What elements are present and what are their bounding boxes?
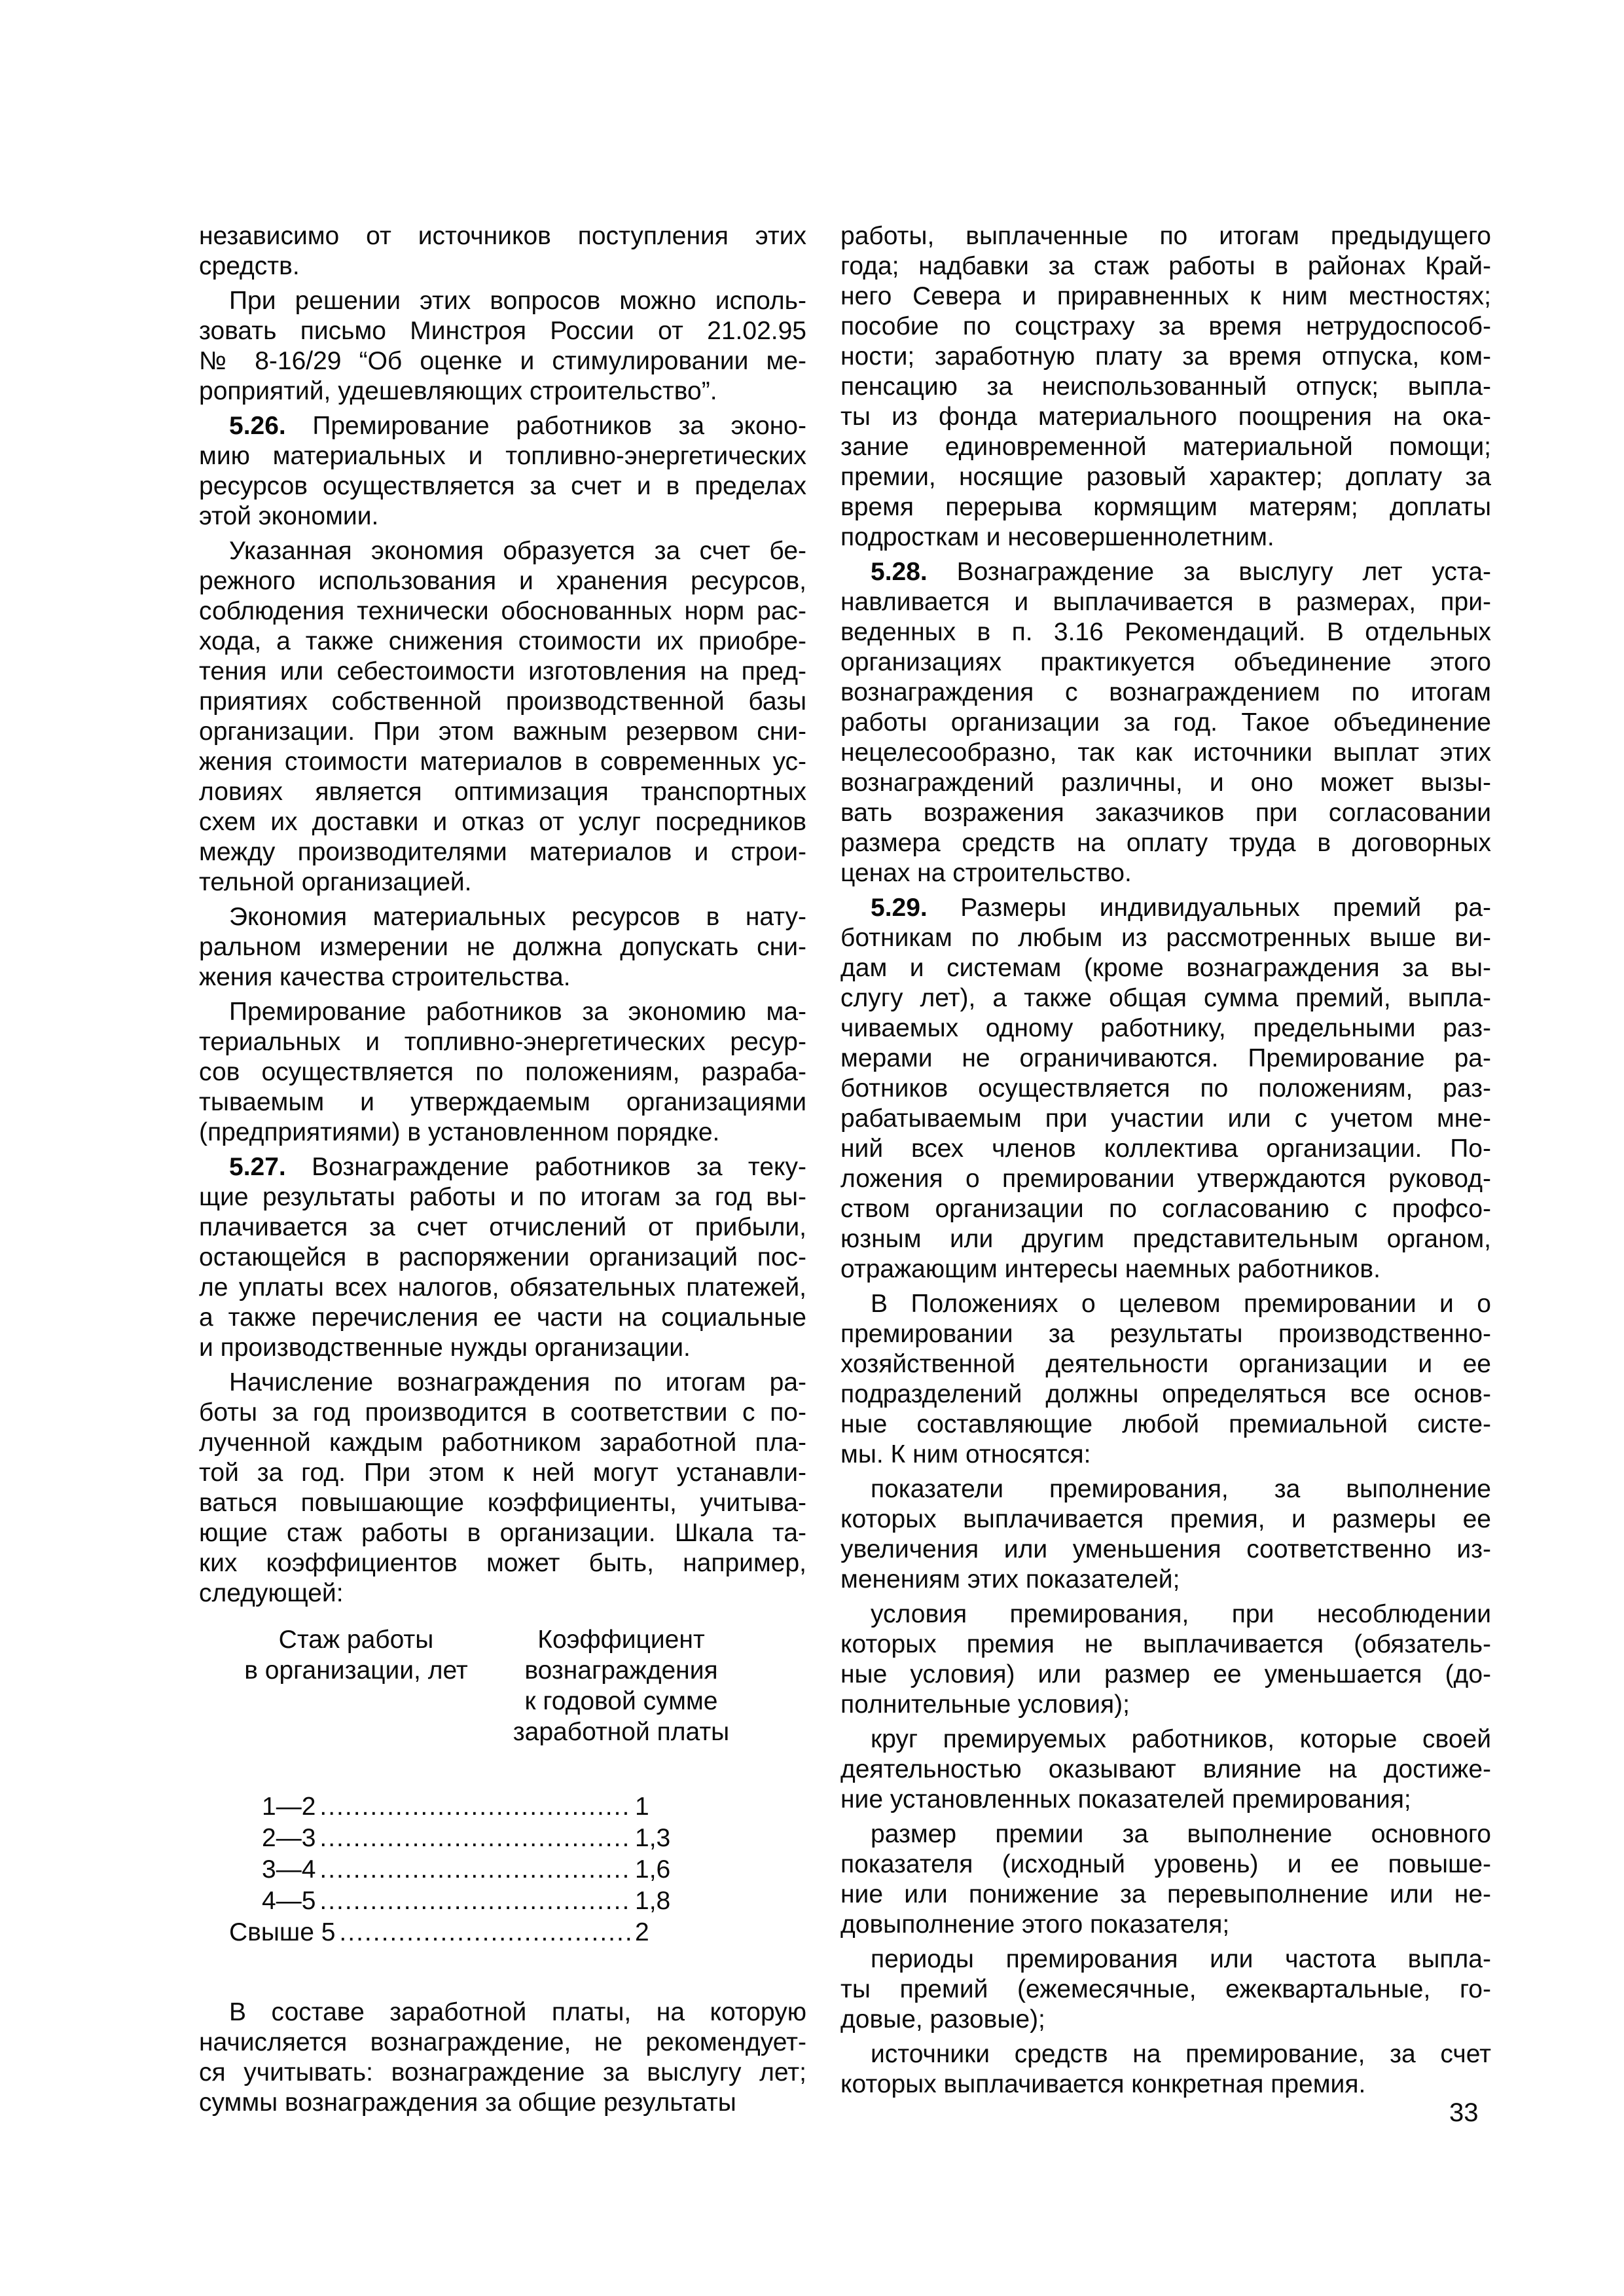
text-line (199, 1303, 806, 1333)
text-line (199, 837, 806, 867)
line-text: довыполнение этого показателя; (840, 1910, 1230, 1939)
line-text: между производителями материалов и строи- (199, 838, 806, 866)
header-line: Коэффициент (537, 1626, 705, 1654)
text-line (199, 1518, 806, 1548)
line-text: тения или себестоимости изготовления на пред- (199, 657, 806, 685)
text-line (199, 1118, 806, 1148)
line-text: слугу лет), а также общая сумма премий, выпла- (840, 984, 1491, 1012)
text-line (199, 1027, 806, 1057)
line-text: начисляется вознаграждение, не рекомендует- (199, 2028, 806, 2056)
text-line (840, 1565, 1491, 1595)
line-text: ценах на строительство. (840, 859, 1132, 887)
text-line (840, 312, 1491, 342)
text-line (199, 1578, 806, 1609)
row-experience: 3—4 (262, 1855, 316, 1884)
text-line (840, 1690, 1491, 1720)
text-line (199, 807, 806, 837)
text-line (840, 1379, 1491, 1410)
text-line (840, 1224, 1491, 1254)
text-line (199, 902, 806, 932)
line-text: ные составляющие любой премиальной систе- (840, 1410, 1491, 1438)
text-line (840, 1164, 1491, 1194)
dot-leader (319, 1886, 631, 1917)
paragraph (199, 1152, 806, 1363)
text-line (840, 221, 1491, 251)
line-text: № 8-16/29 “Об оценке и стимулировании ме- (199, 347, 806, 375)
paragraph (840, 1819, 1491, 1940)
paragraph (840, 221, 1491, 553)
line-text: а также перечисления ее части на социальные (199, 1303, 806, 1332)
table-row (262, 1823, 681, 1854)
line-text: этой экономии. (199, 502, 379, 530)
line-text: ких коэффициентов может быть, например, (199, 1549, 806, 1577)
line-text: сов осуществляется по положениям, разраба- (199, 1058, 806, 1086)
text-line (840, 893, 1491, 923)
text-line (840, 522, 1491, 553)
section-number: 5.26. (229, 412, 286, 440)
line-text: тываемым и утверждаемым организациями (199, 1088, 806, 1116)
text-line (199, 346, 806, 376)
line-text: териальных и топливно-энергетических ресур- (199, 1028, 806, 1056)
text-line (840, 1074, 1491, 1104)
line-text: чиваемых одному работнику, предельными раз- (840, 1014, 1491, 1042)
header-line: Стаж работы (278, 1626, 434, 1654)
line-text: суммы вознаграждения за общие результаты (199, 2088, 736, 2117)
text-line (840, 617, 1491, 647)
text-line (199, 777, 806, 807)
line-text: ний всех членов коллектива организации. По- (840, 1135, 1491, 1163)
paragraph (840, 1474, 1491, 1595)
table-header-coefficient (507, 1624, 736, 1747)
line-text: отражающим интересы наемных работников. (840, 1255, 1380, 1283)
line-text: подросткам и несовершеннолетним. (840, 523, 1274, 551)
text-line (199, 1997, 806, 2028)
text-line (840, 798, 1491, 828)
table-row (262, 1791, 681, 1823)
line-text: ние установленных показателей премирования; (840, 1785, 1411, 1813)
paragraph (840, 893, 1491, 1285)
coefficient-table (199, 1624, 806, 1991)
line-text: работы организации за год. Такое объединение (840, 708, 1491, 737)
line-text: мы. К ним относятся: (840, 1440, 1091, 1468)
text-line (199, 1458, 806, 1488)
line-text: показателя (исходный уровень) и ее повыше- (840, 1850, 1491, 1878)
right-column (840, 221, 1491, 2104)
text-line (840, 1440, 1491, 1470)
text-line (199, 1368, 806, 1398)
text-line (199, 2028, 806, 2058)
line-text: В составе заработной платы, на которую (229, 1998, 806, 2026)
line-text: время перерыва кормящим матерям; доплаты (840, 493, 1491, 521)
line-text: работы, выплаченные по итогам предыдущего (840, 222, 1491, 250)
line-text: навливается и выплачивается в размерах, при- (840, 588, 1491, 616)
line-text: ности; заработную плату за время отпуска, ком- (840, 342, 1491, 371)
section-number: 5.29. (871, 894, 928, 922)
line-text: рабатываемым при участии или с учетом мне- (840, 1104, 1491, 1133)
line-text: ты премий (ежемесячные, ежеквартальные, го- (840, 1975, 1491, 2003)
line-text: ральном измерении не должна допускать сни- (199, 933, 806, 961)
text-line (199, 471, 806, 501)
text-line (840, 557, 1491, 587)
line-text: режного использования и хранения ресурсов, (199, 567, 806, 595)
line-text: организациях практикуется объединение этого (840, 648, 1491, 676)
line-text: организации. При этом важным резервом сни- (199, 718, 806, 746)
text-line (199, 1398, 806, 1428)
text-line (840, 678, 1491, 708)
text-line (199, 1182, 806, 1212)
line-text: которых премия не выплачивается (обязатель- (840, 1630, 1491, 1658)
text-line (840, 953, 1491, 983)
text-line (840, 587, 1491, 617)
text-line (840, 1289, 1491, 1319)
paragraph (199, 536, 806, 898)
dot-leader (339, 1917, 631, 1948)
line-text: круг премируемых работников, которые своей (871, 1725, 1491, 1753)
line-text: ботникам по любым из рассмотренных выше ви- (840, 924, 1491, 952)
text-line (840, 282, 1491, 312)
line-text: хода, а также снижения стоимости их приобре- (199, 627, 806, 655)
text-line (199, 1428, 806, 1458)
text-line (840, 2005, 1491, 2035)
text-line (840, 1880, 1491, 1910)
line-text: него Севера и приравненных к ним местностях; (840, 282, 1491, 310)
line-text: вознаграждения с вознаграждением по итогам (840, 678, 1491, 706)
paragraph (840, 2039, 1491, 2100)
line-text: полнительные условия); (840, 1690, 1130, 1719)
paragraph (840, 1289, 1491, 1470)
text-line (840, 372, 1491, 402)
table-rows (229, 1791, 681, 1948)
row-coefficient: 2 (635, 1918, 649, 1946)
line-text: Размеры индивидуальных премий ра- (927, 894, 1491, 922)
text-line (840, 1104, 1491, 1134)
text-line (840, 768, 1491, 798)
text-line (840, 1194, 1491, 1224)
line-text: тельной организацией. (199, 868, 472, 896)
text-line (840, 738, 1491, 768)
text-line (840, 1254, 1491, 1285)
row-experience: 4—5 (262, 1887, 316, 1915)
text-line (840, 1724, 1491, 1755)
text-line (840, 2039, 1491, 2069)
line-text: мерами не ограничиваются. Премирование ра- (840, 1044, 1491, 1072)
text-line (199, 596, 806, 627)
paragraph (199, 997, 806, 1148)
row-experience: 1—2 (262, 1793, 316, 1821)
line-text: лученной каждым работником заработной пла- (199, 1429, 806, 1457)
text-line (840, 923, 1491, 953)
line-text: веденных в п. 3.16 Рекомендаций. В отдельных (840, 618, 1491, 646)
line-text: ющие стаж работы в организации. Шкала та- (199, 1519, 806, 1547)
dot-leader (319, 1791, 631, 1823)
line-text: размера средств на оплату труда в договорных (840, 829, 1491, 857)
text-line (199, 1548, 806, 1578)
line-text: При решении этих вопросов можно исполь- (229, 287, 806, 315)
table-row (229, 1917, 681, 1948)
line-text: дам и системам (кроме вознаграждения за вы- (840, 954, 1491, 982)
text-line (199, 1087, 806, 1118)
text-line (840, 858, 1491, 888)
table-row (262, 1854, 681, 1886)
line-text: боты за год производится в соответствии с по- (199, 1398, 806, 1427)
line-text: Указанная экономия образуется за счет бе- (229, 537, 806, 565)
paragraph (199, 411, 806, 532)
paragraph (199, 902, 806, 993)
text-line (840, 1535, 1491, 1565)
text-line (199, 2088, 806, 2118)
line-text: вознаграждений различны, и оно может вызы- (840, 769, 1491, 797)
text-line (840, 1474, 1491, 1504)
text-line (199, 316, 806, 346)
line-text: периоды премирования или частота выпла- (871, 1945, 1491, 1973)
text-line (840, 1134, 1491, 1164)
text-line (199, 411, 806, 441)
header-line: вознаграждения (524, 1656, 718, 1685)
line-text: премии, носящие разовый характер; доплату за (840, 463, 1491, 491)
text-line (199, 747, 806, 777)
line-text: мию материальных и топливно-энергетических (199, 442, 806, 470)
line-text: источники средств на премирование, за счет (871, 2040, 1491, 2068)
text-line (840, 1319, 1491, 1349)
line-text: плачивается за счет отчислений от прибыли, (199, 1213, 806, 1241)
text-line (840, 492, 1491, 522)
line-text: пособие по соцстраху за время нетрудоспособ- (840, 312, 1491, 340)
line-text: Экономия материальных ресурсов в нату- (229, 903, 806, 931)
line-text: размер премии за выполнение основного (871, 1820, 1491, 1848)
header-line: заработной платы (513, 1718, 730, 1746)
line-text: Вознаграждение работников за теку- (285, 1153, 806, 1181)
row-experience: 2—3 (262, 1824, 316, 1852)
paragraph (199, 1368, 806, 1609)
text-line (199, 251, 806, 282)
text-line (199, 566, 806, 596)
line-text: деятельностью оказывают влияние на достиже- (840, 1755, 1491, 1783)
text-line (840, 432, 1491, 462)
line-text: зание единовременной материальной помощи; (840, 433, 1491, 461)
line-text: щие результаты работы и по итогам за год вы- (199, 1183, 806, 1211)
text-line (840, 1910, 1491, 1940)
text-line (840, 647, 1491, 678)
line-text: В Положениях о целевом премировании и о (871, 1290, 1491, 1318)
text-line (840, 708, 1491, 738)
table-header-experience (225, 1624, 487, 1686)
line-text: вать возражения заказчиков при согласовании (840, 799, 1491, 827)
text-line (199, 1488, 806, 1518)
text-line (840, 1755, 1491, 1785)
line-text: ты из фонда материального поощрения на ока- (840, 403, 1491, 431)
text-line (199, 501, 806, 532)
line-text: ловиях является оптимизация транспортных (199, 778, 806, 806)
line-text: увеличения или уменьшения соответственно из- (840, 1535, 1491, 1563)
text-line (840, 402, 1491, 432)
paragraph (840, 1724, 1491, 1815)
line-text: той за год. При этом к ней могут устанавли- (199, 1459, 806, 1487)
text-line (840, 1850, 1491, 1880)
page-number: 33 (1449, 2098, 1479, 2127)
line-text: жения стоимости материалов в современных ус- (199, 748, 806, 776)
text-line (840, 251, 1491, 282)
line-text: которых выплачивается конкретная премия. (840, 2070, 1366, 2098)
paragraph (199, 286, 806, 407)
row-coefficient: 1 (635, 1793, 649, 1821)
text-line (199, 221, 806, 251)
text-line (199, 1057, 806, 1087)
line-text: ством организации по согласованию с профсо- (840, 1195, 1491, 1223)
line-text: ние или понижение за перевыполнение или не- (840, 1880, 1491, 1908)
table-row (262, 1886, 681, 1917)
row-coefficient: 1,8 (635, 1887, 671, 1915)
header-line: к годовой сумме (524, 1687, 718, 1715)
text-line (840, 1944, 1491, 1975)
line-text: и производственные нужды организации. (199, 1334, 691, 1362)
text-line (840, 342, 1491, 372)
line-text: Премирование работников за экономию ма- (229, 998, 806, 1026)
text-line (199, 1152, 806, 1182)
text-line (199, 627, 806, 657)
text-line (840, 1410, 1491, 1440)
paragraph (199, 221, 806, 282)
line-text: ботников осуществляется по положениям, раз- (840, 1074, 1491, 1102)
text-line (199, 376, 806, 407)
text-line (840, 828, 1491, 858)
paragraph (840, 1599, 1491, 1720)
text-line (840, 1349, 1491, 1379)
line-text: ложения о премировании утверждаются руковод- (840, 1165, 1491, 1193)
line-text: следующей: (199, 1579, 344, 1607)
left-column (199, 221, 806, 2123)
text-line (199, 687, 806, 717)
line-text: роприятий, удешевляющих строительство”. (199, 377, 717, 405)
line-text: ные условия) или размер ее уменьшается (до- (840, 1660, 1491, 1688)
row-coefficient: 1,6 (635, 1855, 671, 1884)
row-experience: Свыше 5 (229, 1918, 336, 1946)
text-line (199, 536, 806, 566)
text-line (840, 462, 1491, 492)
left-text-after-table (199, 1997, 806, 2118)
line-text: средств. (199, 252, 300, 280)
line-text: ваться повышающие коэффициенты, учитыва- (199, 1489, 806, 1517)
text-line (840, 1044, 1491, 1074)
text-line (840, 1819, 1491, 1850)
header-line: в организации, лет (244, 1656, 468, 1685)
line-text: Вознаграждение за выслугу лет уста- (927, 558, 1491, 586)
line-text: соблюдения технически обоснованных норм рас- (199, 597, 806, 625)
text-line (840, 1975, 1491, 2005)
line-text: юзным или другим представительным органом, (840, 1225, 1491, 1253)
section-number: 5.28. (871, 558, 928, 586)
left-text-before-table (199, 221, 806, 1609)
line-text: жения качества строительства. (199, 963, 571, 991)
text-line (199, 717, 806, 747)
dot-leader (319, 1854, 631, 1886)
line-text: зовать письмо Минстроя России от 21.02.95 (199, 317, 806, 345)
text-line (840, 1630, 1491, 1660)
line-text: года; надбавки за стаж работы в районах Край- (840, 252, 1491, 280)
line-text: ле уплаты всех налогов, обязательных платежей, (199, 1273, 806, 1302)
text-line (840, 1013, 1491, 1044)
line-text: подразделений должны определяться все основ- (840, 1380, 1491, 1408)
text-line (199, 962, 806, 993)
section-number: 5.27. (229, 1153, 286, 1181)
text-line (199, 932, 806, 962)
text-line (199, 657, 806, 687)
paragraph (199, 1997, 806, 2118)
text-line (199, 997, 806, 1027)
line-text: независимо от источников поступления этих (199, 222, 806, 250)
text-line (199, 1273, 806, 1303)
line-text: довые, разовые); (840, 2005, 1045, 2033)
text-line (199, 286, 806, 316)
line-text: ресурсов осуществляется за счет и в пределах (199, 472, 806, 500)
text-line (840, 1660, 1491, 1690)
line-text: приятиях собственной производственной базы (199, 687, 806, 716)
line-text: нецелесообразно, так как источники выплат этих (840, 738, 1491, 767)
text-line (199, 1333, 806, 1363)
line-text: ся учитывать: вознаграждение за выслугу лет; (199, 2058, 806, 2086)
line-text: пенсацию за неиспользованный отпуск; выпла- (840, 373, 1491, 401)
text-line (199, 1212, 806, 1243)
text-line (840, 1504, 1491, 1535)
paragraph (840, 1944, 1491, 2035)
line-text: Начисление вознаграждения по итогам ра- (229, 1368, 806, 1396)
line-text: менениям этих показателей; (840, 1565, 1180, 1594)
line-text: Премирование работников за эконо- (285, 412, 806, 440)
text-line (199, 1243, 806, 1273)
paragraph (840, 557, 1491, 888)
dot-leader (319, 1823, 631, 1854)
text-line (840, 1785, 1491, 1815)
line-text: схем их доставки и отказ от услуг посредников (199, 808, 806, 836)
line-text: показатели премирования, за выполнение (871, 1475, 1491, 1503)
line-text: (предприятиями) в установленном порядке. (199, 1118, 720, 1146)
line-text: хозяйственной деятельности организации и ее (840, 1350, 1491, 1378)
text-line (840, 983, 1491, 1013)
line-text: остающейся в распоряжении организаций пос- (199, 1243, 806, 1271)
text-line (199, 441, 806, 471)
text-line (840, 2069, 1491, 2100)
text-line (199, 867, 806, 898)
line-text: премировании за результаты производственно- (840, 1320, 1491, 1348)
text-line (840, 1599, 1491, 1630)
line-text: условия премирования, при несоблюдении (871, 1600, 1491, 1628)
text-line (199, 2058, 806, 2088)
row-coefficient: 1,3 (635, 1824, 671, 1852)
line-text: которых выплачивается премия, и размеры ее (840, 1505, 1491, 1533)
